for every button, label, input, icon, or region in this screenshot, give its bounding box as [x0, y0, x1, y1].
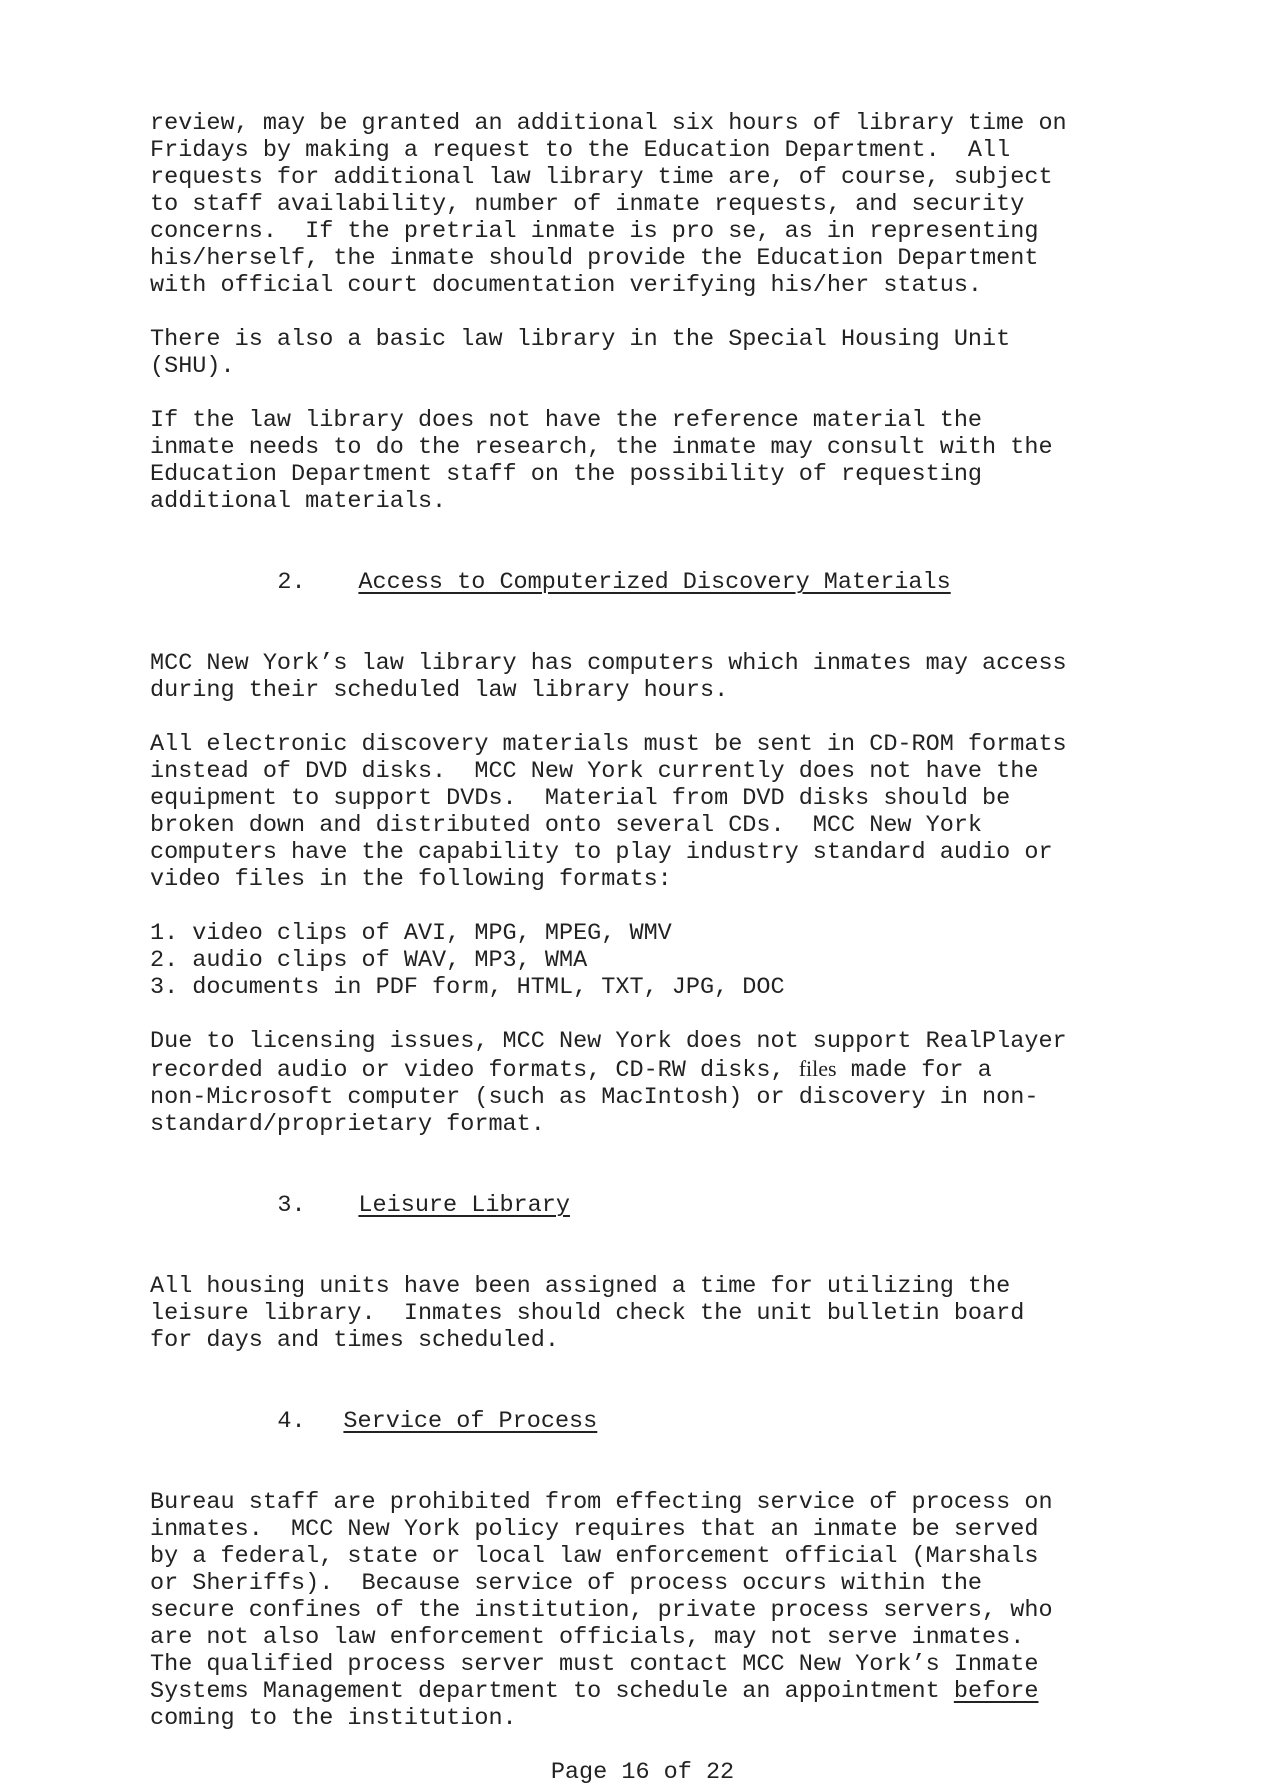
list-item-video: 1. video clips of AVI, MPG, MPEG, WMV: [150, 920, 672, 947]
section-number: 3.: [277, 1192, 306, 1219]
paragraph-underlined-word: before: [953, 1678, 1039, 1705]
page-number-footer: Page 16 of 22: [550, 1759, 735, 1786]
body-paragraph-shu-library: There is also a basic law library in the Special Housing Unit (SHU).: [150, 326, 1011, 380]
format-list: [150, 920, 1135, 1001]
body-paragraph-library-time: review, may be granted an additional six hours of library time on Fridays by making a request to the Education Department. All requests for additional law library time are, of course, subject to staff availability, number of inmate requests, and security concerns. If the pretrial inmate is pro se, as in representing his/herself, the inmate should provide the Education Department with official court documentation verifying his/her status.: [150, 110, 1067, 299]
paragraph-text-alt-font-word: files: [798, 1056, 837, 1081]
section-heading-3: [150, 1165, 1135, 1246]
section-title: Service of Process: [343, 1408, 598, 1435]
section-number: 2.: [277, 569, 306, 596]
list-item-audio: 2. audio clips of WAV, MP3, WMA: [150, 947, 588, 974]
list-item-documents: 3. documents in PDF form, HTML, TXT, JPG, DOC: [150, 974, 785, 1001]
paragraph-text-part: made for a non-Microsoft computer (such as MacIntosh) or discovery in non- standard/proprietary format.: [150, 1057, 1039, 1138]
body-paragraph-service-of-process: [150, 1489, 1135, 1732]
section-title: Leisure Library: [358, 1192, 570, 1219]
body-paragraph-computers: MCC New York’s law library has computers which inmates may access during their scheduled law library hours.: [150, 650, 1067, 704]
section-heading-4: [150, 1381, 1135, 1462]
paragraph-text-part: Bureau staff are prohibited from effecting service of process on inmates. MCC New York policy requires that an inmate be served by a federal, state or local law enforcement official (Marshals or Sheriffs). Because service of process occurs within the secure confines of the institution, private process servers, who are not also law enforcement officials, may not serve inmates. The qualified process server must contact MCC New York’s Inmate Systems Management department to schedule an appointment: [150, 1489, 1053, 1705]
section-number: 4.: [277, 1408, 306, 1435]
paragraph-text-part: coming to the institution.: [150, 1705, 517, 1732]
section-title: Access to Computerized Discovery Materials: [358, 569, 951, 596]
body-paragraph-leisure-library: All housing units have been assigned a time for utilizing the leisure library. Inmates should check the unit bulletin board for days and times scheduled.: [150, 1273, 1025, 1354]
body-paragraph-cdrom-formats: All electronic discovery materials must be sent in CD-ROM formats instead of DVD disks. MCC New York currently does not have the equipment to support DVDs. Material from DVD disks should be broken down and distributed onto several CDs. MCC New York computers have the capability to play industry standard audio or video files in the following formats:: [150, 731, 1067, 893]
section-heading-2: [150, 542, 1135, 623]
body-paragraph-licensing: [150, 1028, 1135, 1138]
paragraph-text-part: Due to licensing issues, MCC New York does not support RealPlayer recorded audio or video formats, CD-RW disks,: [150, 1028, 1067, 1084]
body-paragraph-reference-material: If the law library does not have the reference material the inmate needs to do the research, the inmate may consult with the Education Department staff on the possibility of requesting additional materials.: [150, 407, 1053, 515]
